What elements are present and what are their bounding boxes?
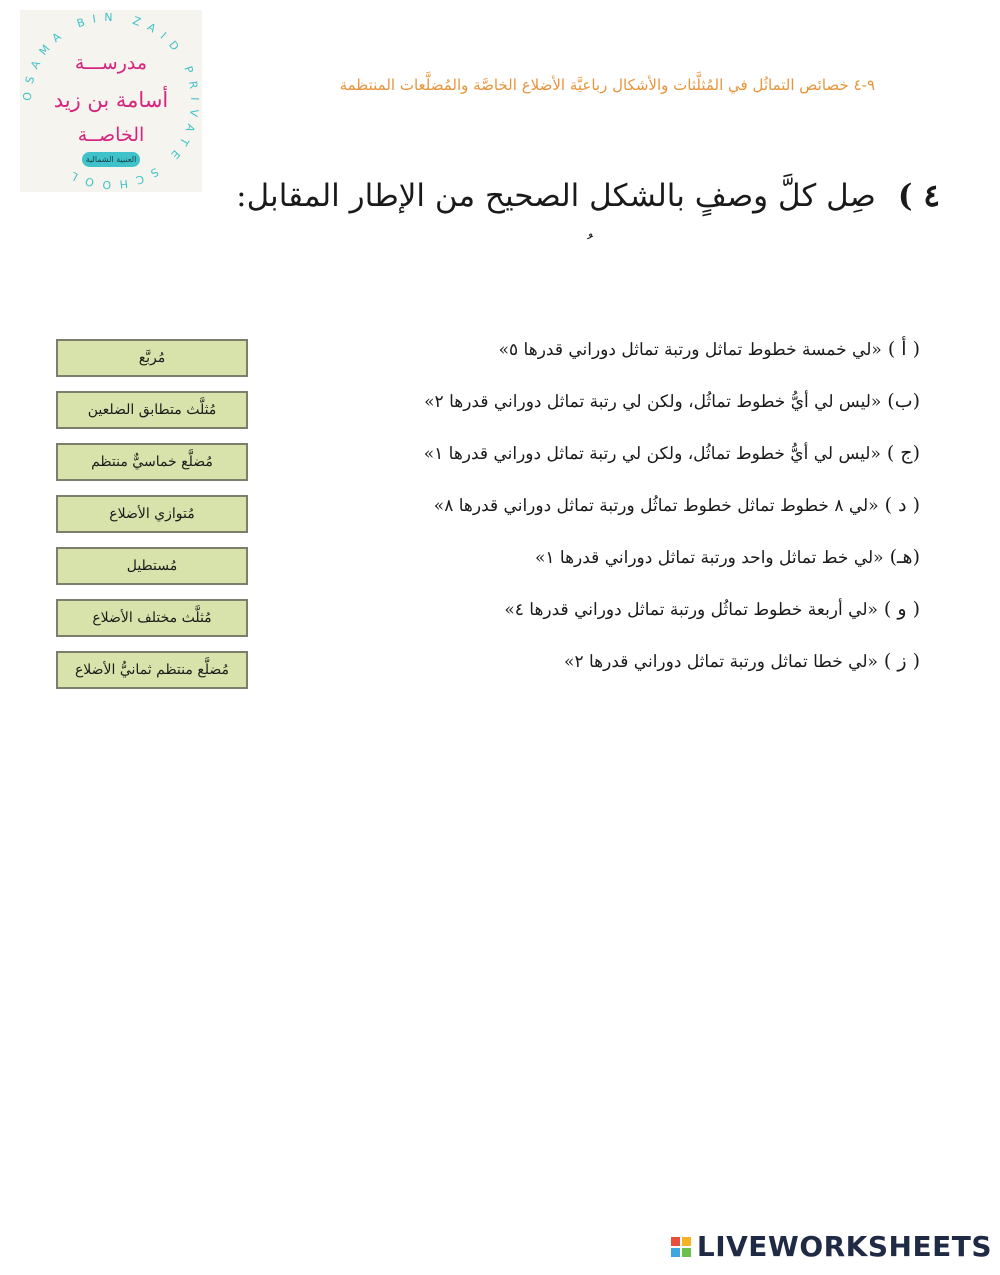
description-text: «لي ٨ خطوط تماثل خطوط تماثُل ورتبة تماثل دوراني قدرها ٨»	[433, 496, 879, 516]
lesson-title: ٩-٤ خصائص التماثُل في المُثلَّثات والأشكال رباعيَّة الأضلاع الخاصَّة والمُضلَّعات المنتظمة	[339, 76, 875, 94]
description-item[interactable]	[280, 490, 920, 528]
logo-line-3: الخاصــة	[77, 124, 145, 146]
description-label: ( و )	[883, 598, 920, 620]
logo-line-2: أسامة بن زيد	[53, 88, 169, 112]
description-item[interactable]	[280, 386, 920, 424]
logo-square-red	[671, 1237, 680, 1246]
description-label: ( د )	[884, 494, 920, 516]
description-item[interactable]	[280, 646, 920, 684]
description-item[interactable]	[280, 542, 920, 580]
answer-box-square[interactable]: مُربَّع	[56, 339, 248, 377]
logo-square-yellow	[682, 1237, 691, 1246]
answer-box-rectangle[interactable]: مُستطيل	[56, 547, 248, 585]
answer-box-parallelogram[interactable]: مُتوازي الأضلاع	[56, 495, 248, 533]
logo-arc-text: OSAMA BIN ZAID PRIVATE SCHOOL	[20, 10, 202, 192]
description-label: ( ز )	[883, 650, 920, 672]
logo-line-1: مدرســـة	[74, 52, 148, 74]
description-label: ( أ )	[887, 338, 920, 360]
description-item[interactable]	[280, 438, 920, 476]
answer-box-isosceles-triangle[interactable]: مُثلَّث متطابق الضلعين	[56, 391, 248, 429]
description-text: «لي خطا تماثل ورتبة تماثل دوراني قدرها ٢»	[564, 652, 878, 672]
answer-box-scalene-triangle[interactable]: مُثلَّث مختلف الأضلاع	[56, 599, 248, 637]
description-item[interactable]	[280, 334, 920, 372]
description-text: «لي خط تماثل واحد ورتبة تماثل دوراني قدرها ١»	[534, 548, 884, 568]
liveworksheets-watermark	[671, 1230, 992, 1263]
question-number: ٤ )	[897, 178, 940, 214]
description-text: «ليس لي أيُّ خطوط تماثُل، ولكن لي رتبة تماثل دوراني قدرها ٢»	[424, 392, 882, 412]
logo-square-green	[682, 1248, 691, 1257]
logo-square-blue	[671, 1248, 680, 1257]
description-label: (ج )	[886, 442, 920, 464]
watermark-text: LIVEWORKSHEETS	[696, 1230, 992, 1263]
logo-badge: العنبية الشمالية	[82, 152, 140, 167]
description-column	[280, 334, 920, 698]
description-item[interactable]	[280, 594, 920, 632]
description-label: (ب)	[887, 390, 920, 412]
school-logo	[20, 10, 202, 192]
answer-box-regular-octagon[interactable]: مُضلَّع منتظم ثمانيُّ الأضلاع	[56, 651, 248, 689]
question-text: صِل كلَّ وصفٍ بالشكل الصحيح من الإطار المقابل:	[236, 178, 876, 214]
description-text: «ليس لي أيُّ خطوط تماثُل، ولكن لي رتبة تماثل دوراني قدرها ١»	[423, 444, 881, 464]
answer-box-regular-pentagon[interactable]: مُضلَّع خماسيٌّ منتظم	[56, 443, 248, 481]
description-text: «لي خمسة خطوط تماثل ورتبة تماثل دوراني قدرها ٥»	[498, 340, 882, 360]
answer-column	[56, 339, 252, 703]
description-text: «لي أربعة خطوط تماثُل ورتبة تماثل دوراني قدرها ٤»	[504, 600, 878, 620]
description-label: (هـ)	[889, 546, 920, 568]
question-heading	[236, 178, 940, 214]
liveworksheets-logo-icon	[671, 1237, 691, 1257]
